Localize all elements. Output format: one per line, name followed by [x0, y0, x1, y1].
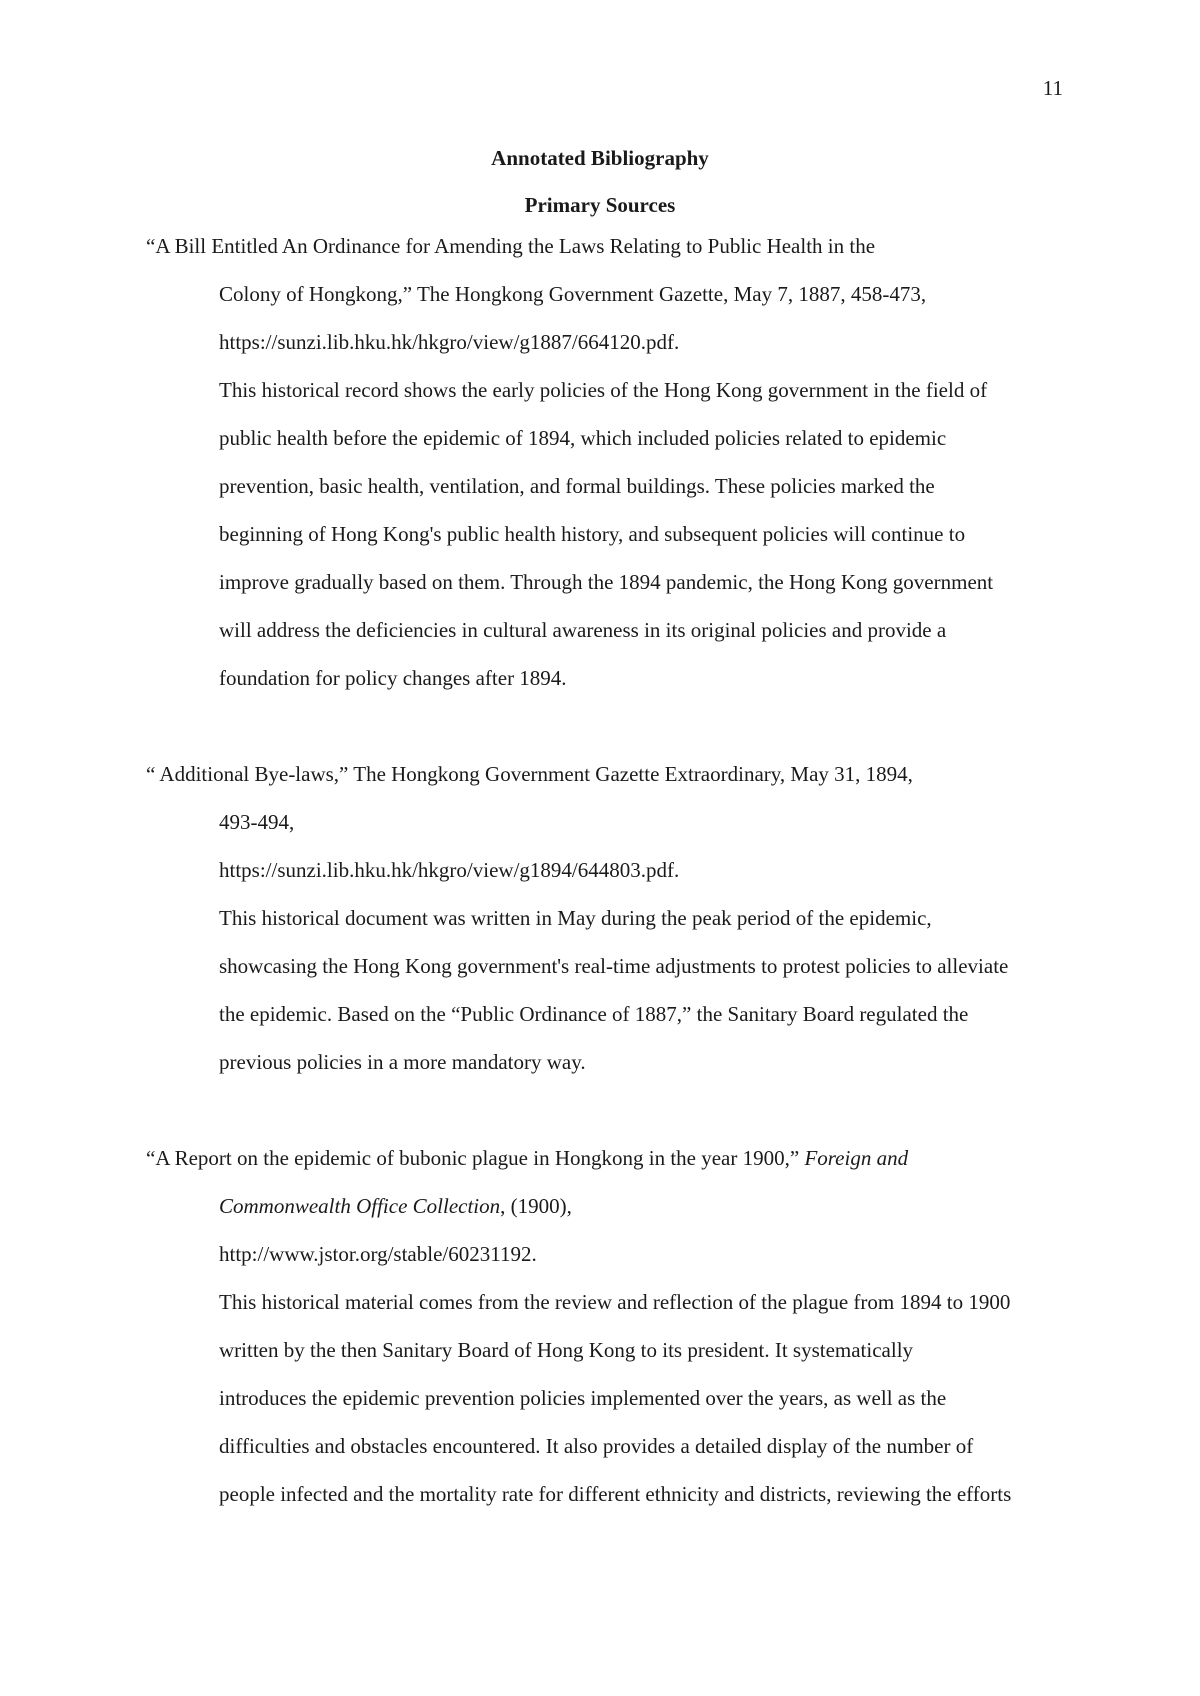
- annotation-line: public health before the epidemic of 1894, which included policies related to epidemic: [219, 426, 947, 450]
- section-heading: Primary Sources: [524, 193, 676, 217]
- annotation-line: the epidemic. Based on the “Public Ordinance of 1887,” the Sanitary Board regulated the: [219, 1002, 969, 1026]
- citation-text: “A Report on the epidemic of bubonic plague in Hongkong in the year 1900,”: [146, 1146, 805, 1170]
- journal-title-italic: Commonwealth Office Collection: [219, 1194, 501, 1218]
- annotation-line: This historical document was written in May during the peak period of the epidemic,: [219, 906, 932, 930]
- citation-link[interactable]: https://sunzi.lib.hku.hk/hkgro/view/g1887/664120.pdf.: [219, 330, 680, 354]
- citation-text: , (1900),: [500, 1194, 572, 1218]
- annotation-line: introduces the epidemic prevention policies implemented over the years, as well as the: [219, 1386, 947, 1410]
- annotation-line: foundation for policy changes after 1894.: [219, 666, 567, 690]
- citation-line: [146, 1144, 908, 1172]
- annotation-line: beginning of Hong Kong's public health history, and subsequent policies will continue to: [219, 522, 966, 546]
- annotation-line: showcasing the Hong Kong government's real-time adjustments to protest policies to alleviate: [219, 954, 1009, 978]
- citation-line: “A Bill Entitled An Ordinance for Amending the Laws Relating to Public Health in the: [146, 234, 876, 258]
- citation-line: “ Additional Bye-laws,” The Hongkong Government Gazette Extraordinary, May 31, 1894,: [146, 762, 913, 786]
- annotation-line: previous policies in a more mandatory way.: [219, 1050, 586, 1074]
- citation-link[interactable]: https://sunzi.lib.hku.hk/hkgro/view/g1894/644803.pdf.: [219, 858, 680, 882]
- annotation-line: This historical record shows the early policies of the Hong Kong government in the field of: [219, 378, 988, 402]
- annotation-line: improve gradually based on them. Through the 1894 pandemic, the Hong Kong government: [219, 570, 994, 594]
- annotation-line: This historical material comes from the review and reflection of the plague from 1894 to 1900: [219, 1290, 1011, 1314]
- citation-line: [219, 1192, 572, 1220]
- page-title: Annotated Bibliography: [491, 146, 709, 170]
- journal-title-italic: Foreign and: [804, 1146, 909, 1170]
- annotation-line: prevention, basic health, ventilation, and formal buildings. These policies marked the: [219, 474, 935, 498]
- annotation-line: difficulties and obstacles encountered. It also provides a detailed display of the number of: [219, 1434, 974, 1458]
- annotation-line: written by the then Sanitary Board of Hong Kong to its president. It systematically: [219, 1338, 914, 1362]
- citation-line: 493-494,: [219, 810, 295, 834]
- annotation-line: will address the deficiencies in cultural awareness in its original policies and provide a: [219, 618, 947, 642]
- citation-link[interactable]: http://www.jstor.org/stable/60231192.: [219, 1242, 537, 1266]
- annotation-line: people infected and the mortality rate for different ethnicity and districts, reviewing the efforts: [219, 1482, 1012, 1506]
- page-number: 11: [1042, 76, 1063, 100]
- citation-line: Colony of Hongkong,” The Hongkong Government Gazette, May 7, 1887, 458-473,: [219, 282, 927, 306]
